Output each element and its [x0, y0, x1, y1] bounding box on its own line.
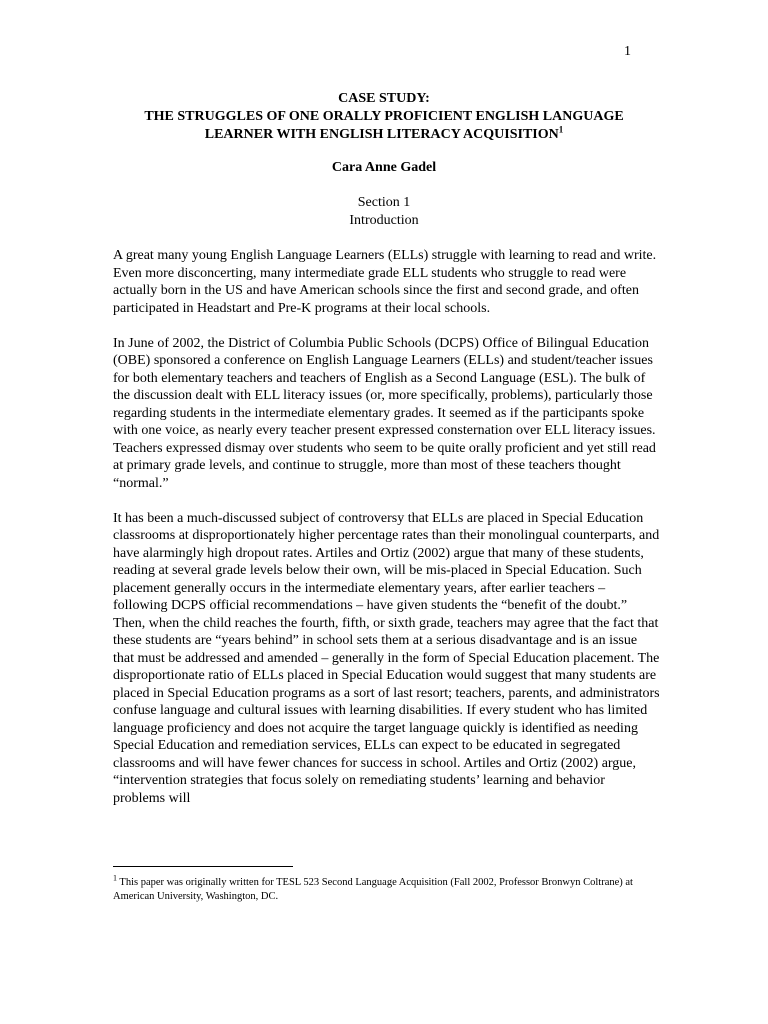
- paragraph-2: In June of 2002, the District of Columbia Public Schools (DCPS) Office of Bilingual Education (OBE) sponsored a conference on English Language Learners (ELLs) and student/teacher issues for both elementary teachers and teachers of English as a Second Language (ESL). The bulk of the discussion dealt with ELL literacy issues (or, more specifically, problems), particularly those regarding students in the intermediate elementary grades. It seemed as if the participants spoke with one voice, as nearly every teacher present expressed consternation over ELL literacy issues. Teachers expressed dismay over students who seem to be quite orally proficient and yet still read at primary grade levels, and continue to struggle, more than most of these teachers thought “normal.”: [113, 335, 656, 491]
- footnote-marker: 1: [113, 873, 117, 883]
- page-number: 1: [624, 44, 631, 59]
- title-line-3: [113, 126, 655, 144]
- title-footnote-marker[interactable]: 1: [558, 124, 564, 135]
- title-line-1: CASE STUDY:: [338, 91, 430, 106]
- title-line-2: THE STRUGGLES OF ONE ORALLY PROFICIENT ENGLISH LANGUAGE: [144, 109, 624, 124]
- paragraph-3: It has been a much-discussed subject of controversy that ELLs are placed in Special Education classrooms at disproportionately higher percentage rates than their monolingual counterparts, and have alarmingly high dropout rates. Artiles and Ortiz (2002) argue that many of these students, reading at several grade levels below their own, will be mis-placed in Special Education. Such placement generally occurs in the intermediate elementary years, after earlier teachers – following DCPS official recommendations – have given students the “benefit of the doubt.” Then, when the child reaches the fourth, fifth, or sixth grade, teachers may agree that the fact that these students are “years behind” in school sets them at a serious disadvantage and is an issue that must be addressed and amended – generally in the form of Special Education placement. The disproportionate ratio of ELLs placed in Special Education would suggest that many students are placed in Special Education programs as a sort of last resort; teachers, parents, and administrators confuse language and cultural issues with learning disabilities. If every student who has limited language proficiency and does not acquire the target language quickly is identified as needing Special Education and remediation services, ELLs can expect to be educated in segregated classrooms and will have fewer chances for success in school. Artiles and Ortiz (2002) argue, “intervention strategies that focus solely on remediating students’ learning and behavior problems will: [113, 510, 660, 806]
- title-line-3-text: LEARNER WITH ENGLISH LITERACY ACQUISITION: [204, 127, 559, 142]
- body-text: [113, 247, 660, 825]
- section-number: Section 1: [357, 195, 411, 210]
- document-title: [113, 90, 655, 144]
- section-heading: [113, 194, 655, 230]
- footnote-text: This paper was originally written for TESL 523 Second Language Acquisition (Fall 2002, Professor Bronwyn Coltrane) at American University, Washington, DC.: [113, 877, 633, 902]
- footnote-divider: [113, 866, 293, 867]
- section-name: Introduction: [349, 213, 419, 228]
- author-name: Cara Anne Gadel: [331, 160, 437, 175]
- footnote: [113, 873, 653, 904]
- paragraph-1: A great many young English Language Learners (ELLs) struggle with learning to read and write. Even more disconcerting, many intermediate grade ELL students who struggle to read were actually born in the US and have American schools since the first and second grade, and often participated in Headstart and Pre-K programs at their local schools.: [113, 248, 657, 316]
